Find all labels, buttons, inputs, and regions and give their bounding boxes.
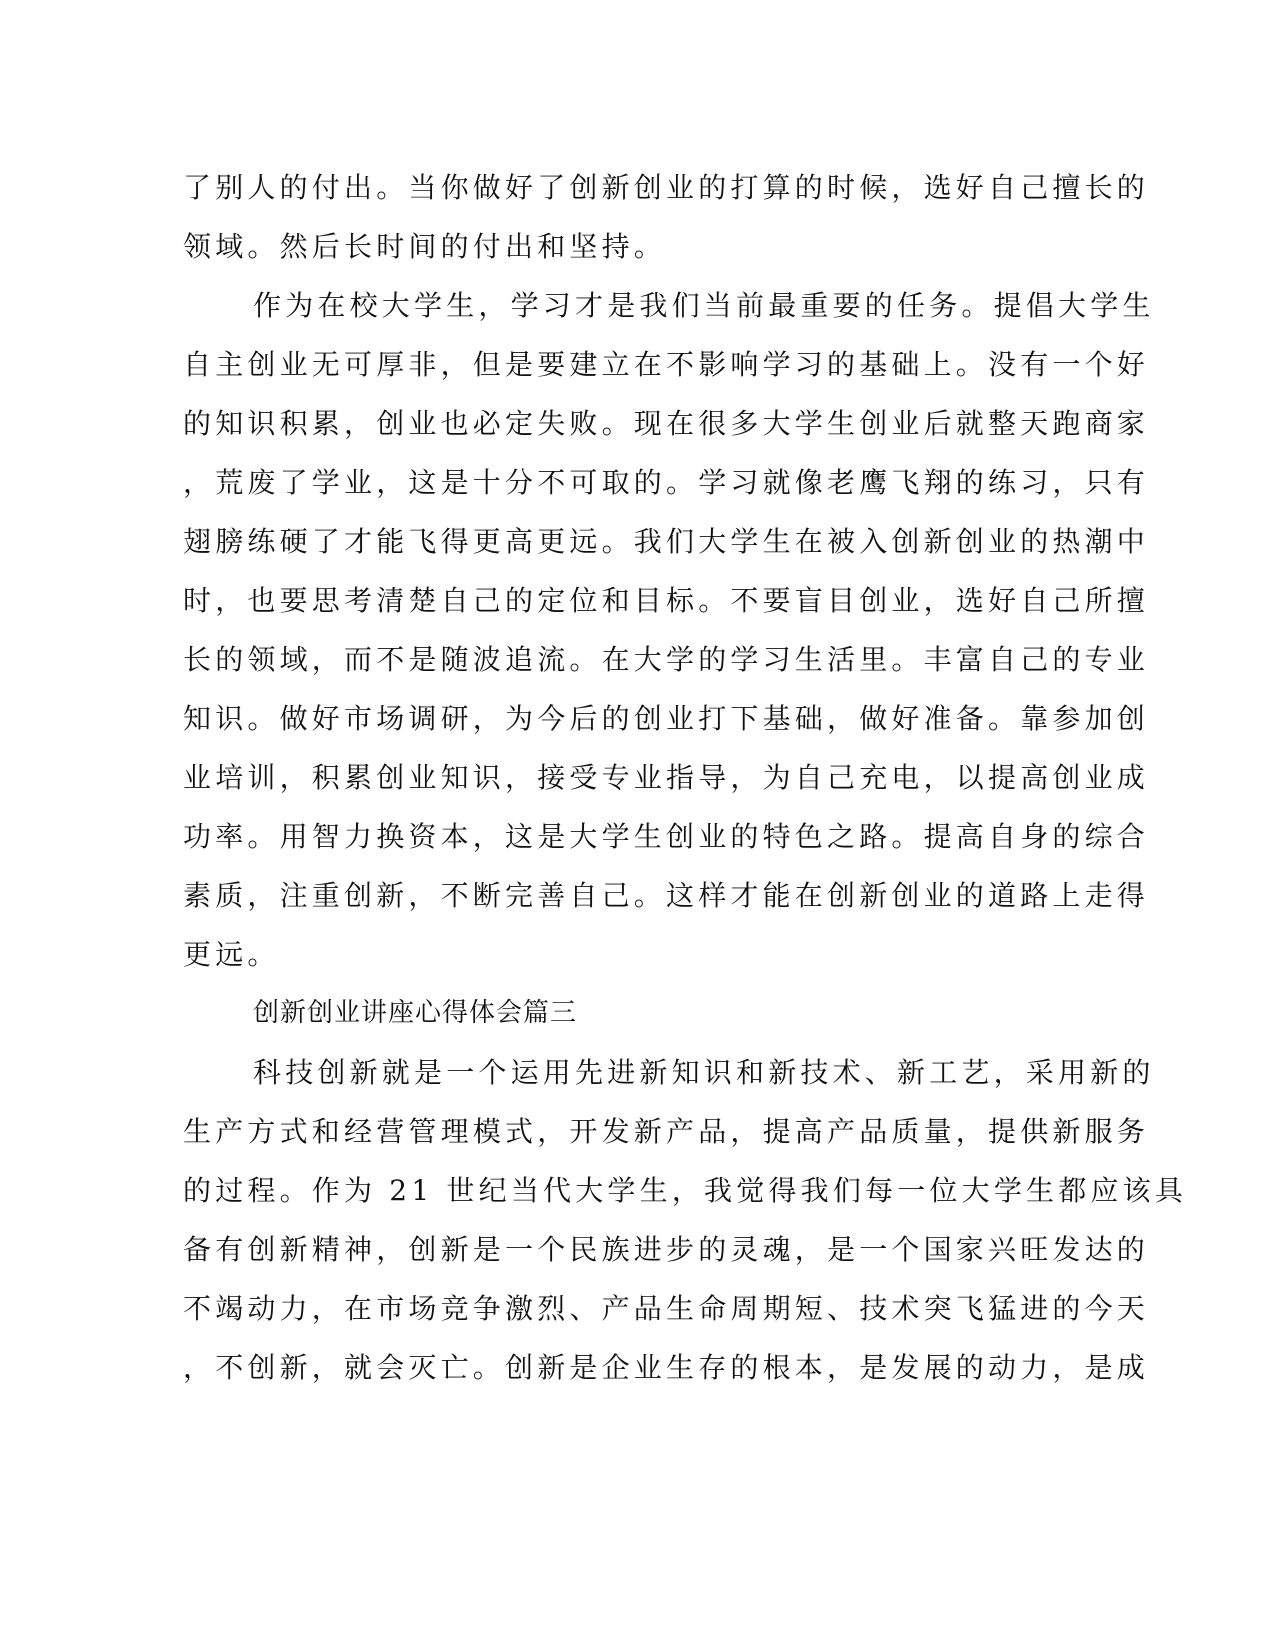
text-line: 长的领域，而不是随波追流。在大学的学习生活里。丰富自己的专业 [183, 643, 1150, 676]
text-line: 不竭动力，在市场竞争激烈、产品生命周期短、技术突飞猛进的今天 [183, 1292, 1150, 1325]
text-line: 科技创新就是一个运用先进新知识和新技术、新工艺，采用新的 [253, 1056, 1155, 1089]
text-line: 备有创新精神，创新是一个民族进步的灵魂，是一个国家兴旺发达的 [183, 1233, 1150, 1266]
text-line: 功率。用智力换资本，这是大学生创业的特色之路。提高自身的综合 [183, 820, 1150, 853]
text-line: ，荒废了学业，这是十分不可取的。学习就像老鹰飞翔的练习，只有 [183, 466, 1150, 499]
text-line: 业培训，积累创业知识，接受专业指导，为自己充电，以提高创业成 [183, 761, 1150, 794]
text-line: 作为在校大学生，学习才是我们当前最重要的任务。提倡大学生 [253, 289, 1155, 322]
text-line: ，不创新，就会灭亡。创新是企业生存的根本，是发展的动力，是成 [183, 1351, 1150, 1384]
text-line: 自主创业无可厚非，但是要建立在不影响学习的基础上。没有一个好 [183, 348, 1150, 381]
text-line: 领域。然后长时间的付出和坚持。 [183, 230, 667, 263]
text-line: 时，也要思考清楚自己的定位和目标。不要盲目创业，选好自己所擅 [183, 584, 1150, 617]
text-line: 的过程。作为 21 世纪当代大学生，我觉得我们每一位大学生都应该具 [183, 1174, 1188, 1207]
text-line: 素质，注重创新，不断完善自己。这样才能在创新创业的道路上走得 [183, 879, 1150, 912]
text-line: 更远。 [183, 938, 280, 971]
text-line: 了别人的付出。当你做好了创新创业的打算的时候，选好自己擅长的 [183, 171, 1150, 204]
text-line: 的知识积累，创业也必定失败。现在很多大学生创业后就整天跑商家 [183, 407, 1150, 440]
text-line: 生产方式和经营管理模式，开发新产品，提高产品质量，提供新服务 [183, 1115, 1150, 1148]
text-line: 翅膀练硬了才能飞得更高更远。我们大学生在被入创新创业的热潮中 [183, 525, 1150, 558]
document-body [183, 158, 1188, 1397]
text-line: 知识。做好市场调研，为今后的创业打下基础，做好准备。靠参加创 [183, 702, 1150, 735]
section-heading: 创新创业讲座心得体会篇三 [253, 998, 578, 1028]
